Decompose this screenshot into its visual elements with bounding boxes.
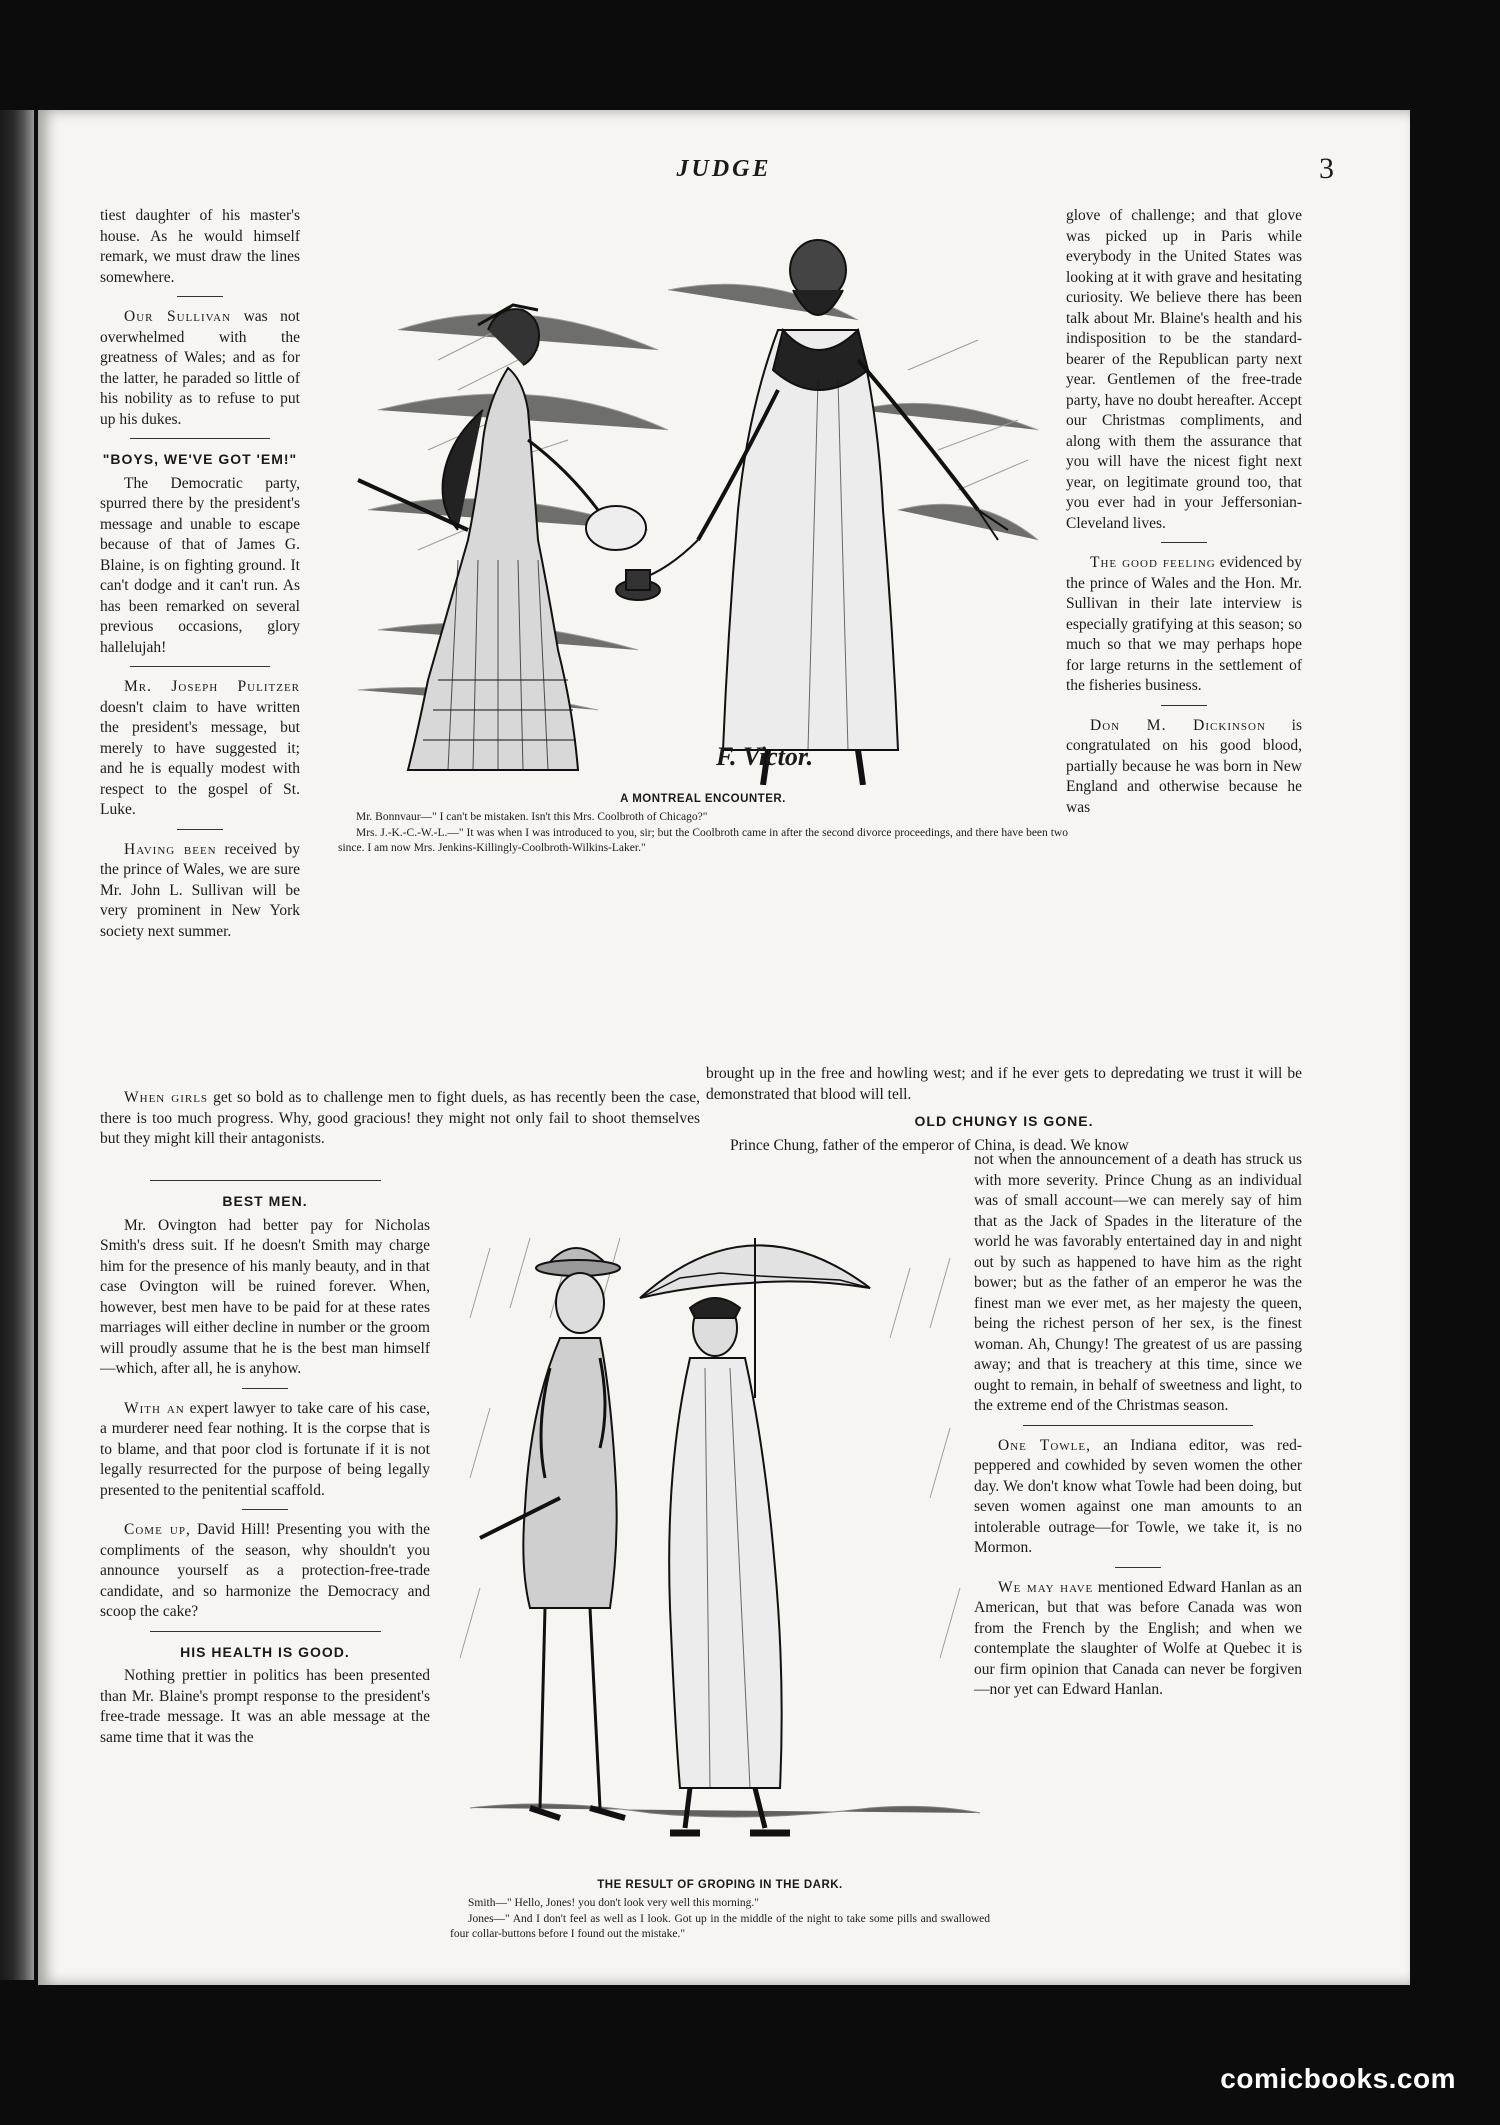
paragraph-pulitzer: Mr. Joseph Pulitzer doesn't claim to have written the president's message, but merely to have suggested it; and he is equally modest with respect to the gospel of St. Luke. [100,678,300,818]
right-column-top [1066,206,1302,826]
divider [1161,705,1207,706]
divider [150,1631,381,1632]
paragraph-glove: glove of challenge; and that glove was picked up in Paris while everybody in the United States was looking at it with grave and hesitating curiosity. We believe there has been talk about Mr. Blaine's health and his indisposition to be the standard-bearer of the Republican party next year. Gentlemen of the free-trade party, have no doubt hereafter. Accept our Christmas compliments, and along with them the assurance that you will have the nicest fight next year, on legitimate ground too, that you ever had in your Jeffersonian-Cleveland lives. [1066,207,1302,532]
paragraph-david-hill: Come up, David Hill! Presenting you with the compliments of the season, why shouldn't you announce yourself as a protection-free-trade candidate, and so harmonize the Democracy and scoop the cake? [100,1521,430,1620]
artist-signature: F. Victor. [716,742,814,771]
smith-figure [640,1238,870,1833]
jones-figure [480,1248,625,1818]
paragraph-daughter: tiest daughter of his master's house. As he would himself remark, we must draw the lines somewhere. [100,207,300,286]
divider [130,438,270,439]
watermark-text: comicbooks.com [1220,2063,1456,2094]
divider [1023,1425,1253,1426]
caption-title: A MONTREAL ENCOUNTER. [620,793,786,805]
page-number: 3 [1319,152,1334,185]
heading-his-health: HIS HEALTH IS GOOD. [180,1643,350,1660]
left-span-block [100,1088,700,1150]
caption-line: Mrs. J.-K.-C.-W.-L.—" It was when I was introduced to you, sir; but the Coolbroth came in after the second divorce proceedings, and there have been two since. I am now Mrs. Jenkins-Killingly-Coolbroth-Wilkins-Laker." [338,827,1068,854]
book-binding-edge [0,110,34,1980]
left-column-top [100,206,300,950]
divider [177,296,223,297]
paragraph-howling-west: brought up in the free and howling west; and if he ever gets to depredating we trust it will be demonstrated that blood will tell. [706,1065,1302,1103]
paragraph-lawyer: With an expert lawyer to take care of his case, a murderer need fear nothing. It is the corpse that is to blame, and that poor clod is fortunate if it is not legally resurrected for the purpose of being legally presented to the penitential scaffold. [100,1399,431,1499]
montreal-encounter-drawing [338,210,1068,785]
paragraph-sullivan: Our Sullivan was not overwhelmed with the greatness of Wales; and as for the latter, he paraded so little of his nobility as to refuse to put up his dukes. [100,308,300,428]
paragraph-good-feeling: The good feeling evidenced by the prince of Wales and the Hon. Mr. Sullivan in their late interview is especially gratifying at this season; so much so that we may perhaps hope for large returns in the settlement of the fisheries business. [1066,554,1302,694]
divider [242,1388,288,1389]
heading-boys: "BOYS, WE'VE GOT 'EM!" [102,451,298,467]
paragraph-towle: One Towle, an Indiana editor, was red-peppered and cowhided by seven women the other day. We don't know what Towle had been doing, but seven women against one man amounts to an intolerable outrage—for Towle, we take it, is no Mormon. [974,1436,1303,1556]
divider [1161,542,1207,543]
paragraph-chungy-intro: Prince Chung, father of the emperor of China, is dead. We know [730,1136,1129,1154]
divider [130,666,270,667]
paragraph-chungy: not when the announcement of a death has struck us with more severity. Prince Chung as an individual was of small account—we can merely say of him that as the Jack of Spades in the literature of the world he was favorably entertained day in and night out by such as happened to have him as the right bower; but as the father of an emperor he was the finest man we ever met, as her majesty the queen, being the richest person of her sex, is the finest woman. Ah, Chungy! The greatest of us are passing away; and that is treachery at this time, since we ought to remain, in behalf of sweetness and light, to the extreme end of the Christmas season. [974,1151,1302,1414]
caption-title: THE RESULT OF GROPING IN THE DARK. [597,1879,843,1891]
paragraph-hanlan: We may have mentioned Edward Hanlan as an American, but that was before Canada was won from the French by the English; and when we contemplate the slaughter of Wolfe at Quebec it is our firm opinion that Canada can never be forgiven—nor yet can Edward Hanlan. [974,1578,1302,1698]
caption-line: Jones—" And I don't feel as well as I look. Got up in the middle of the night to take some pills and swallowed four collar-buttons before I found out the mistake." [450,1913,990,1940]
paragraph-having-been: Having been received by the prince of Wales, we are sure Mr. John L. Sullivan will be very prominent in New York society next summer. [100,840,300,940]
woman-figure [358,305,646,770]
paragraph-blaine-message: Nothing prettier in politics has been presented than Mr. Blaine's prompt response to the president's free-trade message. It was an able message at the same time that it was the [100,1667,430,1746]
divider [150,1180,381,1181]
paragraph-dickinson: Don M. Dickinson is congratulated on his good blood, partially because he was born in New England and otherwise because he was [1066,716,1302,816]
heading-old-chungy: OLD CHUNGY IS GONE. [914,1113,1094,1129]
illustration-groping-dark [450,1208,990,1868]
divider [1115,1567,1161,1568]
right-span-block [706,1064,1302,1156]
caption-line: Mr. Bonnvaur—" I can't be mistaken. Isn't this Mrs. Coolbroth of Chicago?" [356,811,708,823]
magazine-page [38,110,1410,1985]
divider [177,829,223,830]
paragraph-democratic: The Democratic party, spurred there by the president's message and unable to escape because of that of James G. Blaine, is on fighting ground. It can't dodge and it can't run. As has been remarked on several previous occasions, glory hallelujah! [100,474,300,656]
groping-dark-drawing [450,1208,990,1868]
divider [242,1509,288,1510]
right-column-bottom [974,1150,1302,1709]
caption-montreal-encounter [338,792,1068,857]
illustration-montreal-encounter [338,210,1068,785]
masthead: JUDGE [676,156,772,182]
caption-groping-dark [450,1878,990,1943]
scan-border [1410,110,1500,1985]
paragraph-girls-duels: When girls get so bold as to challenge men to fight duels, as has recently been the case, there is too much progress. Why, good gracious! they might not only fail to shoot themselves but they might kill their antagonists. [100,1089,700,1147]
left-column-bottom [100,1180,430,1756]
heading-best-men: BEST MEN. [222,1193,308,1209]
caption-line: Smith—" Hello, Jones! you don't look very well this morning." [468,1897,759,1909]
paragraph-best-men: Mr. Ovington had better pay for Nicholas Smith's dress suit. If he doesn't Smith may charge him for the presence of his manly beauty, and in that case Ovington will be ruined forever. When, however, best men have to be paid for at these rates marriages will either decline in number or the groom will proudly assume that he is the best man himself—which, after all, he is anyhow. [100,1216,430,1377]
